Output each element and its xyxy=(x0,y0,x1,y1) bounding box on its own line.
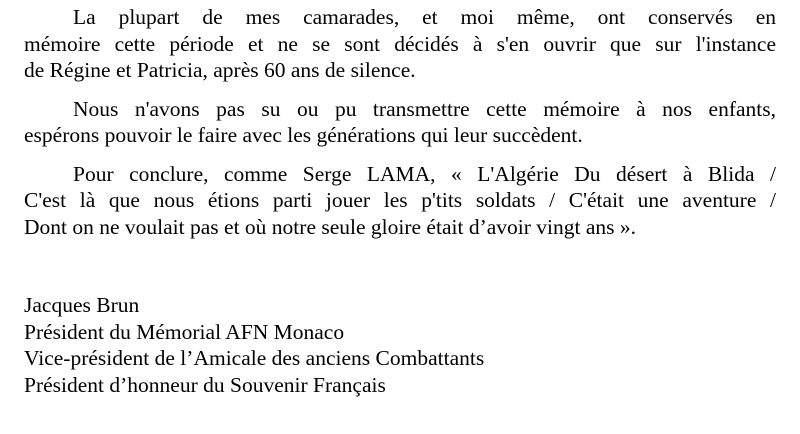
paragraph-transmission xyxy=(24,96,776,149)
text-line: La plupart de mes camarades, et moi même, ont conservés en xyxy=(73,5,776,29)
signature-block xyxy=(24,292,484,398)
signature-title: Président du Mémorial AFN Monaco xyxy=(24,319,345,344)
paragraph-conclusion xyxy=(24,161,776,241)
letter-body xyxy=(24,4,776,252)
signature-title: Vice-président de l’Amicale des anciens Combattants xyxy=(24,346,485,370)
text-line: Nous n'avons pas su ou pu transmettre cette mémoire à nos enfants, xyxy=(73,96,776,121)
paragraph-memory xyxy=(24,4,776,84)
signature-title: Président d’honneur du Souvenir Français xyxy=(24,372,386,397)
text-line: C'est là que nous étions parti jouer les p'tits soldats / C'était une aventure / xyxy=(24,188,776,212)
text-line: mémoire cette période et ne se sont décidés à s'en ouvrir que sur l'instance xyxy=(24,31,776,56)
text-line: Pour conclure, comme Serge LAMA, « L'Algérie Du désert à Blida / xyxy=(73,161,776,186)
signature-name: Jacques Brun xyxy=(24,293,140,317)
text-line: de Régine et Patricia, après 60 ans de silence. xyxy=(24,58,416,82)
text-line: espérons pouvoir le faire avec les générations qui leur succèdent. xyxy=(24,123,583,147)
text-line: Dont on ne voulait pas et où notre seule gloire était d’avoir vingt ans ». xyxy=(24,214,637,239)
